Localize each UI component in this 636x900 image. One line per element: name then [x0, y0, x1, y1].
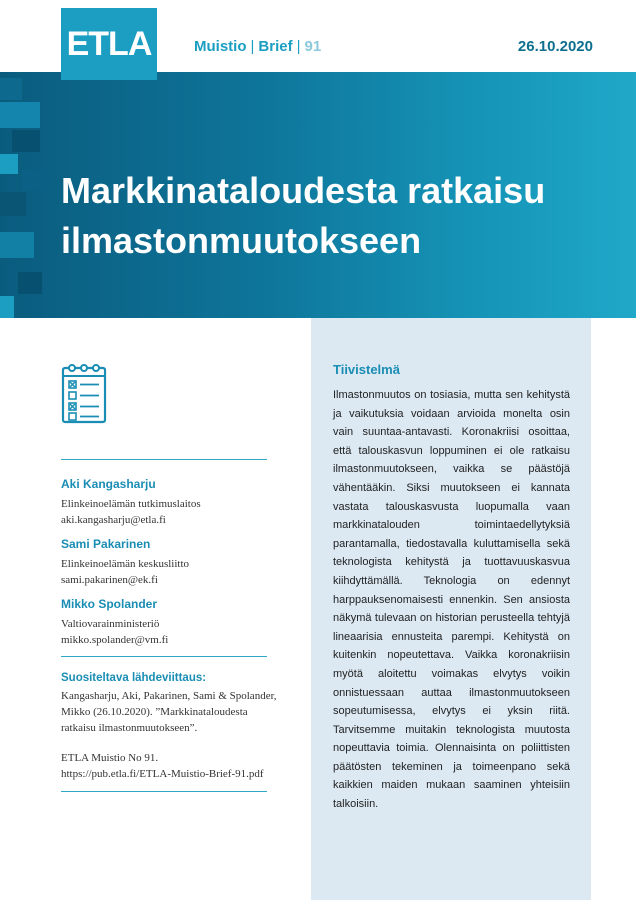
- citation-line: ratkaisu ilmastonmuutokseen”.: [61, 722, 198, 734]
- title-line: ilmastonmuutokseen: [61, 220, 422, 261]
- citation-heading: Suositeltava lähdeviittaus:: [61, 672, 207, 684]
- pixel-decoration: [22, 170, 52, 190]
- series-brief: Brief: [258, 38, 293, 55]
- divider: [61, 656, 267, 657]
- divider: [61, 791, 267, 792]
- author-block: [61, 537, 281, 588]
- pixel-decoration: [0, 154, 18, 174]
- series-number: 91: [304, 38, 322, 55]
- author-email[interactable]: aki.kangasharju@etla.fi: [61, 514, 166, 526]
- pixel-decoration: [0, 296, 14, 318]
- checklist-icon: [61, 362, 107, 424]
- citation-line: Mikko (26.10.2020). ”Markkinataloudesta: [61, 706, 248, 718]
- summary-heading: Tiivistelmä: [333, 362, 400, 377]
- author-name: Mikko Spolander: [61, 597, 158, 611]
- etla-logo: [61, 8, 157, 80]
- author-name: Aki Kangasharju: [61, 477, 156, 491]
- citation-block: [61, 672, 291, 782]
- author-name: Sami Pakarinen: [61, 537, 151, 551]
- pixel-decoration: [0, 78, 22, 100]
- pixel-decoration: [0, 192, 26, 216]
- hero-banner: [0, 72, 636, 318]
- author-email[interactable]: sami.pakarinen@ek.fi: [61, 574, 158, 586]
- author-email[interactable]: mikko.spolander@vm.fi: [61, 634, 169, 646]
- logo-text: ETLA: [66, 24, 152, 63]
- author-block: [61, 597, 281, 648]
- pixel-decoration: [0, 232, 34, 258]
- citation-series: ETLA Muistio No 91.: [61, 752, 159, 764]
- title-line: Markkinataloudesta ratkaisu: [61, 170, 546, 211]
- series-separator: |: [250, 38, 255, 55]
- series-muistio: Muistio: [194, 38, 247, 55]
- pixel-decoration: [0, 102, 40, 128]
- pixel-decoration: [18, 272, 42, 294]
- series-separator: |: [296, 38, 301, 55]
- citation-url[interactable]: https://pub.etla.fi/ETLA-Muistio-Brief-91.pdf: [61, 768, 264, 780]
- divider: [61, 459, 267, 460]
- author-block: [61, 477, 281, 528]
- pixel-decoration: [12, 130, 40, 152]
- author-org: Elinkeinoelämän keskusliitto: [61, 558, 190, 570]
- citation-line: Kangasharju, Aki, Pakarinen, Sami & Spolander,: [61, 690, 277, 702]
- author-org: Elinkeinoelämän tutkimuslaitos: [61, 498, 201, 510]
- publication-date: 26.10.2020: [517, 38, 593, 55]
- author-org: Valtiovarainministeriö: [61, 618, 160, 630]
- series-label: [194, 38, 321, 55]
- summary-panel: [311, 318, 591, 900]
- page-title: [61, 166, 601, 266]
- summary-text: Ilmastonmuutos on tosiasia, mutta sen kehitystä ja vaikutuksia voidaan arvioida monelta osin vain suuntaa-antavasti. Koronakriisi osoittaa, että talouskasvun loppuminen ei ole ratkaisu ilmastonmuutokseen, vaikka se päästöjä vähentääkin. Siksi muutokseen ei kannata vastata talouskasvusta luopumalla vaan markkinatalouden toimintaedellytyksiä parantamalla, tiedostavalla kuluttamisella sekä teknologista kehitystä ja tuottavuuskasvua kiihdyttämällä. Teknologia on edennyt harppauksenomaisesti ennenkin. Sen ansiosta näkymä tulevaan on historian perusteella tehtyjä lineaarisia ennusteita parempi. Kehitystä on kuitenkin nopeutettava. Vaikka koronakriisin myötä aloitettu voimakas elvytys voikin onnistuessaan auttaa ilmastonmuutokseen sopeutumisessa, elvytys ei yksin riitä. Tarvitsemme muitakin teknologista muutosta nopeuttavia toimia. Olennaisinta on poliittisten päätösten tekeminen ja toimeenpano sekä kaikkien maiden mukaan saaminen yhteisiin talkoisiin.: [333, 389, 570, 811]
